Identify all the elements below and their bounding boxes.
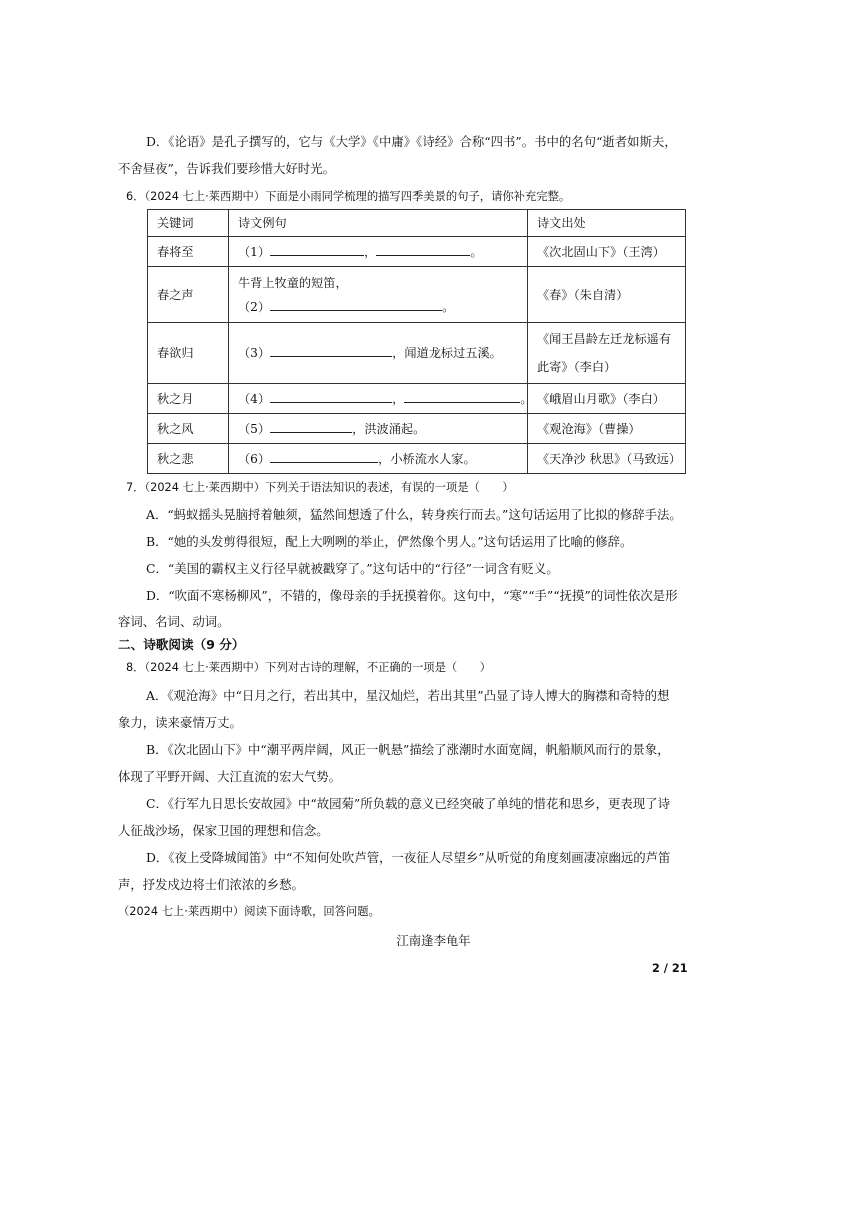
blank-index: （2） (238, 299, 271, 314)
table-cell-key: 春之声 (148, 267, 229, 323)
q7-header: 7．（2024 七上·莱西期中）下列关于语法知识的表述，有误的一项是（ ） (126, 481, 514, 494)
table-cell-key: 秋之悲 (148, 444, 229, 474)
table-cell-key: 春欲归 (148, 323, 229, 384)
blank-index: （4） (238, 391, 271, 406)
punct: 。 (520, 391, 533, 406)
table-cell-source: 《闻王昌龄左迁龙标遥有此寄》（李白） (528, 323, 686, 384)
q8-header: 8．（2024 七上·莱西期中）下列对古诗的理解，不正确的一项是（ ） (126, 661, 492, 674)
table-cell-key: 春将至 (148, 237, 229, 267)
q7-option-b[interactable]: B．“她的头发剪得很短，配上大咧咧的举止，俨然像个男人。”这句话运用了比喻的修辞。 (146, 534, 633, 549)
q8-option-c-line2: 人征战沙场，保家卫国的理想和信念。 (118, 823, 329, 838)
reading-intro: （2024 七上·莱西期中）阅读下面诗歌，回答问题。 (118, 905, 380, 918)
table-header-row (148, 210, 686, 237)
table-row (148, 414, 686, 444)
example-text: ，闻道龙标过五溪。 (392, 346, 502, 360)
punct: 。 (442, 299, 455, 314)
q8-option-a-line1[interactable]: A．《观沧海》中“日月之行，若出其中，星汉灿烂，若出其里”凸显了诗人博大的胸襟和奇特的想 (146, 688, 670, 703)
table-row (148, 384, 686, 414)
fill-blank[interactable] (270, 344, 392, 357)
table-header-cell: 关键词 (148, 210, 229, 237)
fill-blank[interactable] (270, 420, 352, 433)
table-cell-example (229, 267, 528, 323)
q6-table (147, 209, 686, 474)
q8-option-d-line1[interactable]: D．《夜上受降城闻笛》中“不知何处吹芦管，一夜征人尽望乡”从听觉的角度刻画凄凉幽远的芦笛 (146, 850, 671, 865)
table-cell-example (229, 414, 528, 444)
blank-index: （6） (238, 451, 271, 466)
table-cell-source: 《天净沙 秋思》（马致远） (528, 444, 686, 474)
table-header-cell: 诗文出处 (528, 210, 686, 237)
q8-option-b-line1[interactable]: B．《次北固山下》中“潮平两岸阔，风正一帆悬”描绘了涨潮时水面宽阔，帆船顺风而行的景象， (146, 742, 670, 757)
table-row (148, 267, 686, 323)
fill-blank[interactable] (270, 298, 442, 311)
punct: ， (392, 391, 405, 406)
blank-index: （5） (238, 421, 271, 436)
q8-option-a-line2: 象力，读来豪情万丈。 (118, 715, 242, 730)
fill-blank[interactable] (404, 390, 520, 403)
example-line: 牛背上牧童的短笛， (238, 275, 348, 290)
table-cell-source: 《峨眉山月歌》（李白） (528, 384, 686, 414)
fill-blank[interactable] (270, 390, 392, 403)
q8-option-b-line2: 体现了平野开阔、大江直流的宏大气势。 (118, 769, 342, 784)
table-cell-source: 《观沧海》（曹操） (528, 414, 686, 444)
table-cell-example (229, 237, 528, 267)
table-cell-source: 《春》（朱自清） (528, 267, 686, 323)
table-cell-key: 秋之月 (148, 384, 229, 414)
q7-option-d-line2: 容词、名词、动词。 (118, 614, 230, 629)
q8-option-d-line2: 声，抒发戍边将士们浓浓的乡愁。 (118, 877, 304, 892)
table-cell-example (229, 384, 533, 414)
table-cell-source: 《次北固山下》（王湾） (528, 237, 686, 267)
poem-title: 江南逢李龟年 (396, 933, 471, 948)
table-row (148, 444, 686, 474)
table-cell-key: 秋之风 (148, 414, 229, 444)
punct: 。 (470, 244, 483, 259)
q8-option-c-line1[interactable]: C．《行军九日思长安故园》中“故园菊”所负载的意义已经突破了单纯的惜花和思乡，更表现了诗 (146, 796, 670, 811)
fill-blank[interactable] (376, 243, 470, 256)
q5-option-d-line1: D．《论语》是孔子撰写的，它与《大学》《中庸》《诗经》合称“四书”。书中的名句“逝者如斯夫， (146, 134, 677, 149)
q7-option-d-line1[interactable]: D．“吹面不寒杨柳风”，不错的，像母亲的手抚摸着你。这句中，“寒”“手”“抚摸”的词性依次是形 (146, 588, 678, 603)
fill-blank[interactable] (270, 243, 364, 256)
section-title: 二、诗歌阅读（9 分） (118, 637, 245, 652)
fill-blank[interactable] (270, 450, 378, 463)
table-cell-example (229, 444, 528, 474)
page-number: 2 / 21 (652, 962, 688, 975)
blank-index: （3） (238, 346, 271, 360)
q7-option-a[interactable]: A．“蚂蚁摇头晃脑捋着触须，猛然间想透了什么，转身疾行而去。”这句话运用了比拟的修辞手法。 (146, 507, 682, 522)
table-row (148, 237, 686, 267)
table-cell-example (229, 323, 528, 384)
q6-header: 6．（2024 七上·莱西期中）下面是小雨同学梳理的描写四季美景的句子，请你补充完整。 (126, 190, 571, 203)
q5-option-d-line2: 不舍昼夜”，告诉我们要珍惜大好时光。 (118, 161, 335, 176)
blank-index: （1） (238, 244, 271, 259)
example-text: ，洪波涌起。 (352, 421, 426, 436)
table-row (148, 323, 686, 384)
table-header-cell: 诗文例句 (229, 210, 528, 237)
punct: ， (364, 244, 377, 259)
q7-option-c[interactable]: C．“美国的霸权主义行径早就被戳穿了。”这句话中的“行径”一词含有贬义。 (146, 561, 559, 576)
example-text: ，小桥流水人家。 (378, 451, 476, 466)
